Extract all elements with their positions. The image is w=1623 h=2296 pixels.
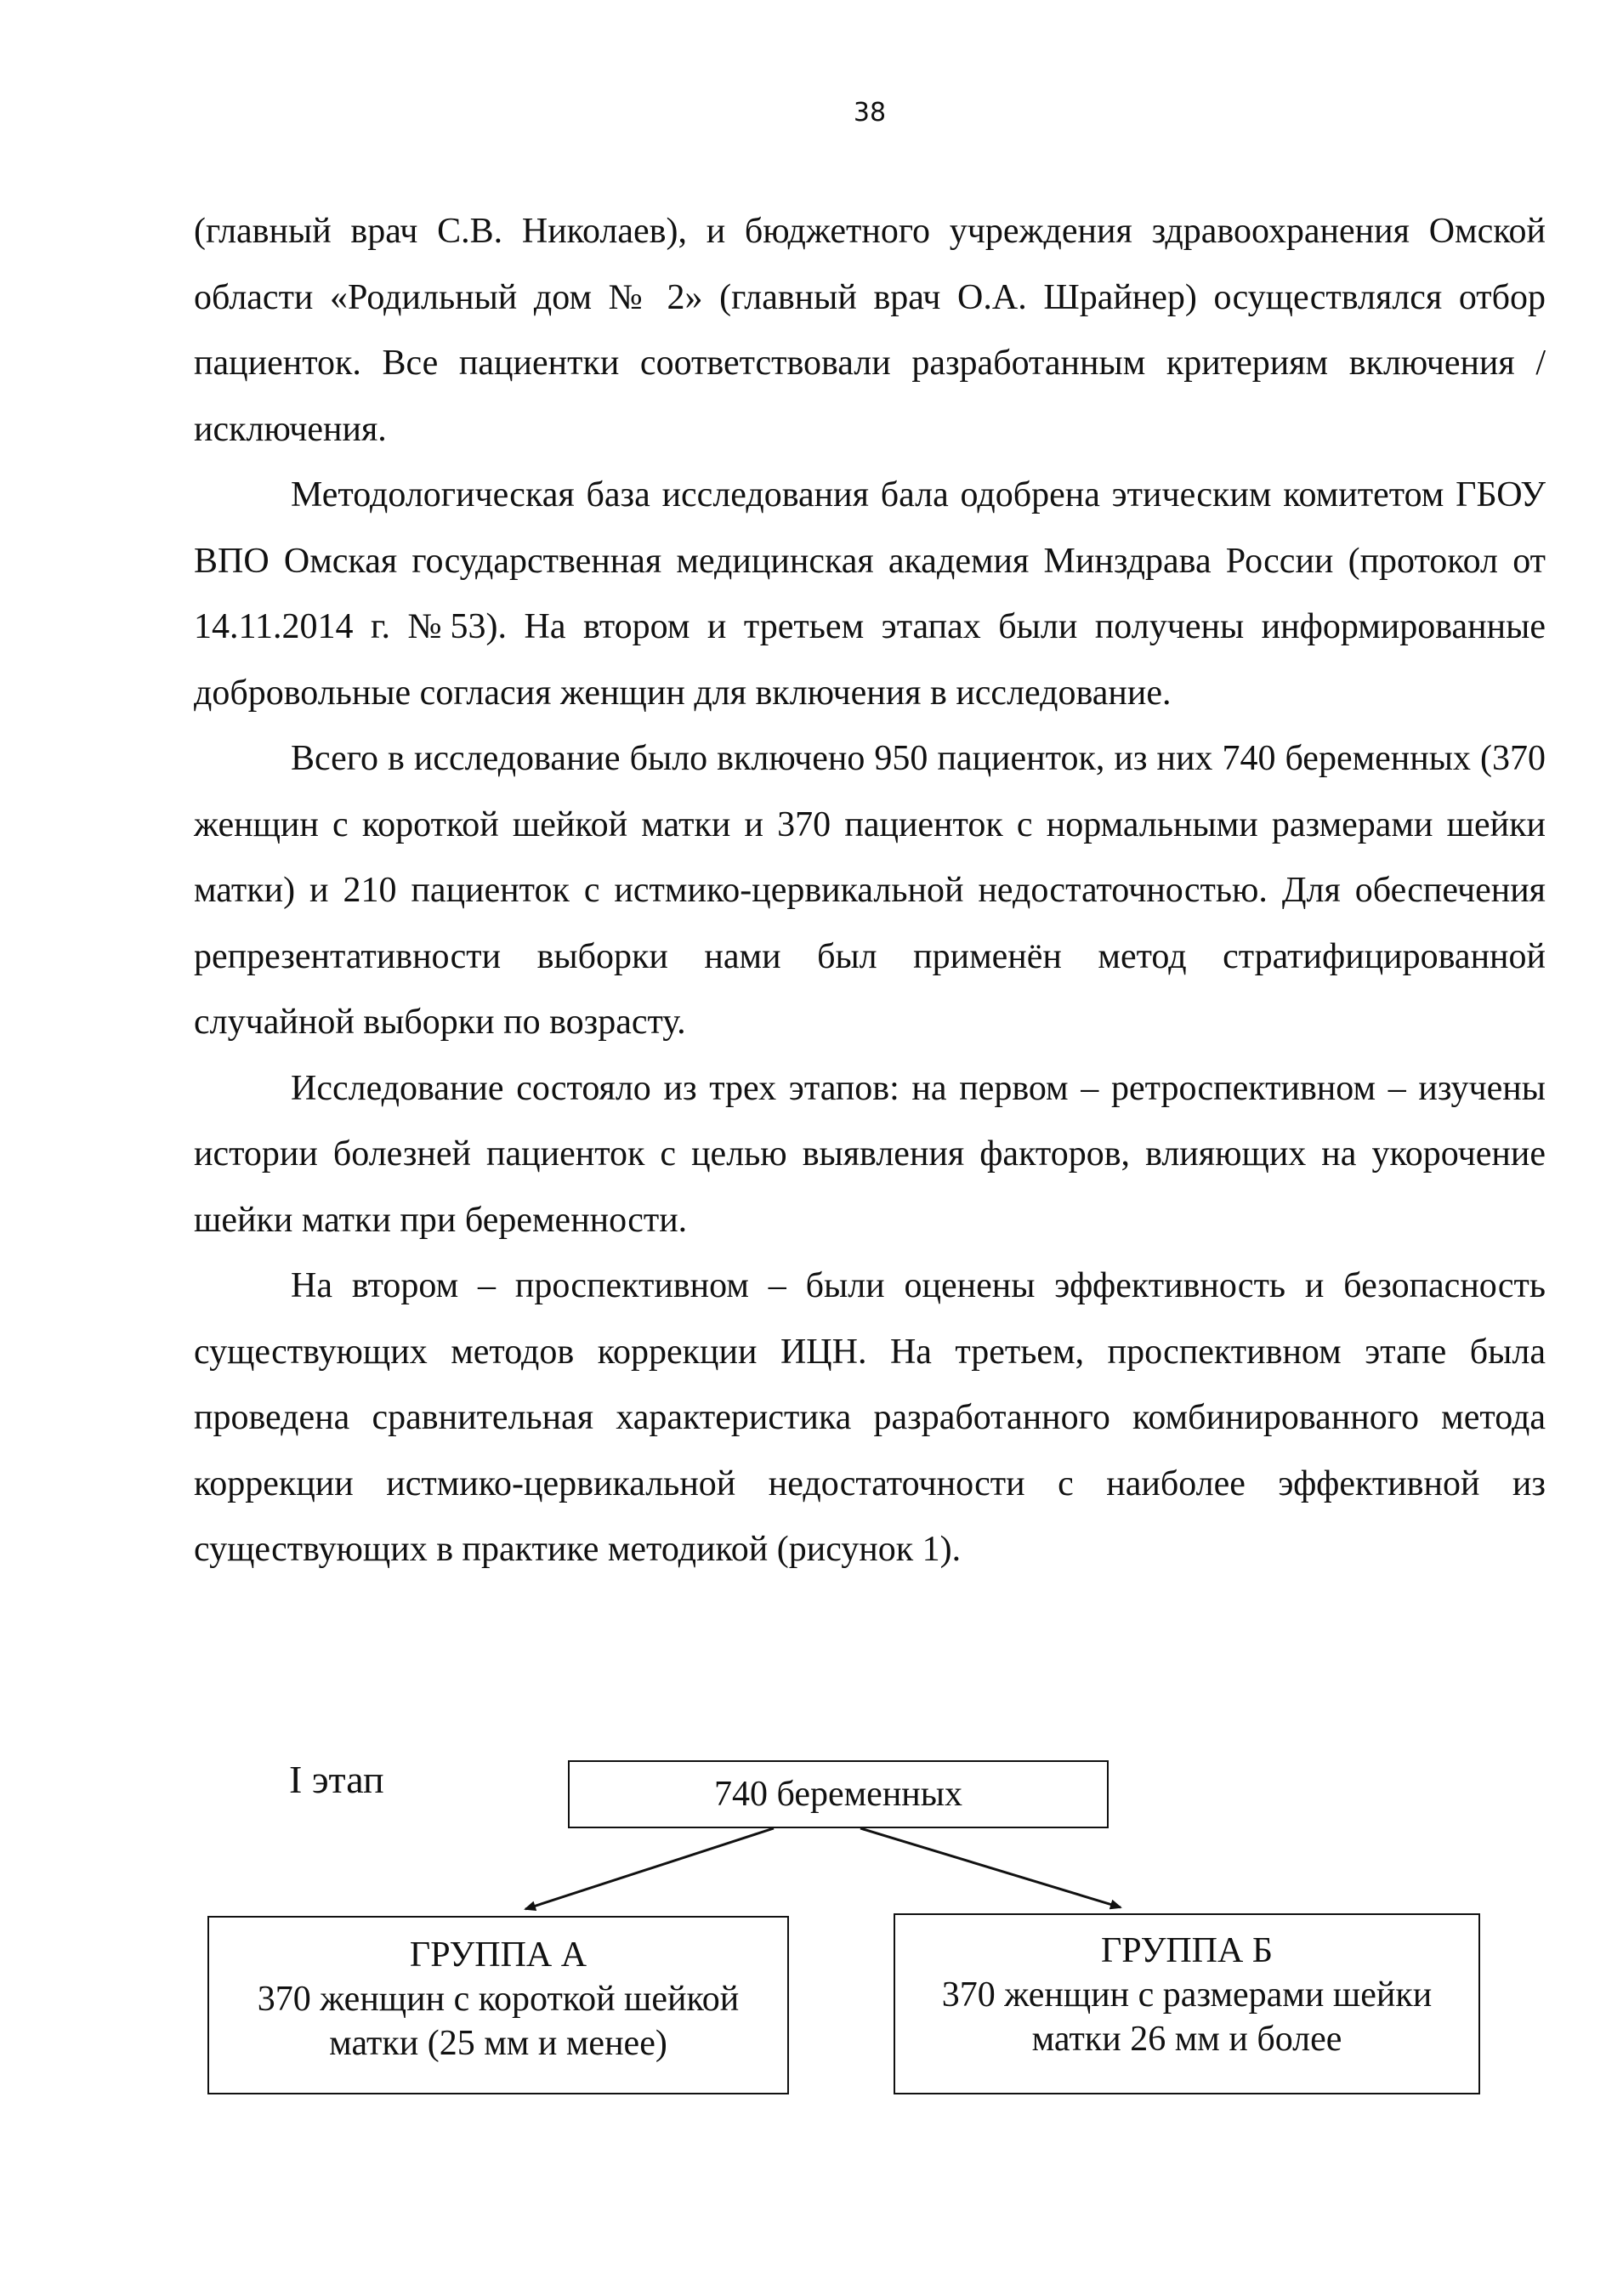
group-a-line1: 370 женщин с короткой шейкой xyxy=(257,1980,740,2019)
paragraph-stages: Исследование состояло из трех этапов: на первом – ретроспективном – изучены истории болезней пациенток с целью выявления факторов, влияющих на укорочение шейки матки при беременности. xyxy=(194,1068,1546,1240)
group-b-line2: матки 26 мм и более xyxy=(1031,2020,1342,2059)
total-pregnant-box xyxy=(568,1760,1109,1828)
paragraph-continuation: (главный врач С.В. Николаев), и бюджетного учреждения здравоохранения Омской области «Родильный дом № 2» (главный врач О.А. Шрайнер) осуществлялся отбор пациенток. Все пациентки соответствовали разработанным критериям включения / исключения. xyxy=(194,212,1546,449)
paragraph-sample: Всего в исследование было включено 950 пациенток, из них 740 беременных (370 женщин с короткой шейкой матки и 370 пациенток с нормальными размерами шейки матки) и 210 пациенток с истмико-цервикальной недостаточностью. Для обеспечения репрезентативности выборки нами был применён метод стратифицированной случайной выборки по возрасту. xyxy=(194,739,1546,1042)
paragraph-methods: На втором – проспективном – были оценены эффективность и безопасность существующих методов коррекции ИЦН. На третьем, проспективном этапе была проведена сравнительная характеристика разработанного комбинированного метода коррекции истмико-цервикальной недостаточности с наиболее эффективной из существующих в практике методикой (рисунок 1). xyxy=(194,1266,1546,1569)
stage-label: I этап xyxy=(289,1758,384,1801)
total-pregnant-label: 740 беременных xyxy=(714,1775,962,1814)
group-a-line2: матки (25 мм и менее) xyxy=(329,2024,667,2063)
paragraph-ethics: Методологическая база исследования бала одобрена этическим комитетом ГБОУ ВПО Омская государственная медицинская академия Минздрава России (протокол от 14.11.2014 г. №53). На втором и третьем этапах были получены информированные добровольные согласия женщин для включения в исследование. xyxy=(194,475,1546,713)
group-a-title: ГРУППА А xyxy=(409,1935,587,1975)
arrow-to-group-a xyxy=(525,1828,774,1909)
arrow-to-group-b xyxy=(860,1828,1121,1907)
group-b-line1: 370 женщин с размерами шейки xyxy=(941,1975,1433,2015)
group-b-title: ГРУППА Б xyxy=(1101,1931,1273,1970)
document-body xyxy=(194,199,1546,1583)
page-number: 38 xyxy=(853,98,887,128)
group-a-box xyxy=(207,1916,789,2094)
group-b-box xyxy=(894,1913,1480,2094)
